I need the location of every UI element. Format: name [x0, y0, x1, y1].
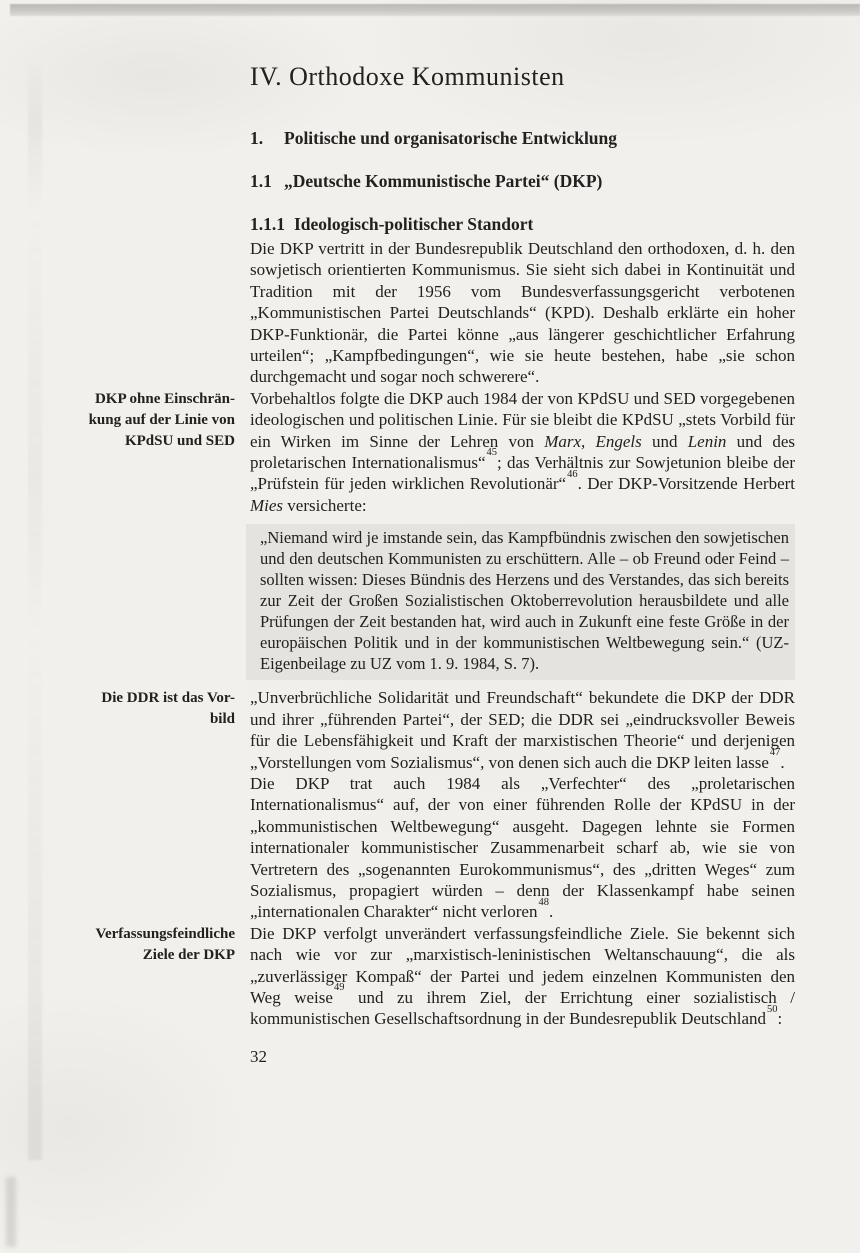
body-paragraph: „Unverbrüchliche Solidarität und Freundschaft“ bekundete die DKP der DDR und ihrer „führenden Partei“, der SED; die DDR sei „eindrucksvoller Beweis für die Lebensfähigkeit und Kraft der marxistischen Theorie“ und derjenigen „Vorstellungen vom Sozialismus“, von denen sich auch die DKP leiten lasse$^{47}$. [250, 688, 795, 772]
margin-note-ddr-vorbild: Die DDR ist das Vor- bild [101, 690, 235, 728]
scan-artifact-corner [6, 1177, 16, 1247]
section-label: Politische und organisatorische Entwicklung [284, 128, 618, 148]
section-heading-row-1-1 [38, 171, 795, 214]
body-paragraph: Die DKP trat auch 1984 als „Verfechter“ des „proletarischen Internationalismus“ auf, der von einer führenden Rolle der KPdSU in der „kommunistischen Weltbewegung“ ausgeht. Dagegen lehnte sie Formen internationaler kommunistischer Zusammenarbeit scharf ab, wie sie von Vertretern des „sogenannten Eurokommunismus“, des „dritten Weges“ zum Sozialismus, propagiert würden – denn der Klassenkampf habe seinen „internationalen Charakter“ nicht verloren$^{48}$. [250, 773, 795, 922]
body-paragraph: Die DKP vertritt in der Bundesrepublik Deutschland den orthodoxen, d. h. den sowjetisch orientierten Kommunismus. Sie sieht sich dabei in Kontinuität und Tradition mit der 1956 vom Bundesverfassungsgericht verbotenen „Kommunistischen Partei Deutschlands“ (KPD). Deshalb erklärte ein hoher DKP-Funktionär, die Partei könne „aus längerer geschichtlicher Erfahrung urteilen“; „Kampfbedingungen“, wie sie heute bestehen, habe „sie schon durchgemacht und sogar noch schwerere“. [250, 239, 795, 387]
section-label: „Deutsche Kommunistische Partei“ (DKP) [284, 171, 603, 191]
paragraph-row-5 [38, 923, 795, 1030]
paragraph-row-1 [38, 238, 795, 388]
body-paragraph: Die DKP verfolgt unverändert verfassungsfeindliche Ziele. Sie bekennt sich nach wie vor zur „marxistisch-leninistischen Weltanschauung“, die als „zuverlässiger Kompaß“ der Partei und jedem einzelnen Kommunisten den Weg weise$^{49}$ und zu ihrem Ziel, der Errichtung einer sozialistisch / kommunistischen Gesellschaftsordnung in der Bundesrepublik Deutschland$^{50}$: [250, 923, 796, 1029]
paragraph-row-2 [38, 388, 795, 516]
scan-artifact-top-band [10, 4, 860, 16]
chapter-title-row [38, 62, 795, 128]
section-number: 1.1.1 [250, 214, 285, 234]
section-number: 1. [250, 128, 264, 148]
section-heading-1 [250, 128, 795, 149]
page-content [38, 62, 795, 1067]
quote-row [38, 516, 795, 687]
section-heading-row-1-1-1 [38, 214, 795, 238]
highlighted-quote-block: „Niemand wird je imstande sein, das Kampfbündnis zwischen den sowjetischen und den deutschen Kommunisten zu erschüttern. Alle – ob Freund oder Feind – sollten wissen: Dieses Bündnis des Herzens und des Verstandes, das sich bereits zur Zeit der Großen Sozialistischen Oktoberrevolution herausbildete und alle Prüfungen der Zeit bestanden hat, wird auch in Zukunft eine feste Größe in der europäischen Politik und in der kommunistischen Weltbewegung sein.“ (UZ-Eigenbeilage zu UZ vom 1. 9. 1984, S. 7). [246, 524, 795, 680]
body-paragraph: Vorbehaltlos folgte die DKP auch 1984 der von KPdSU und SED vorgegebenen ideologischen und politischen Linie. Für sie bleibt die KPdSU „stets Vorbild für ein Wirken im Sinne der Lehren von Marx, Engels und Lenin und des proletarischen Internationalismus“$^{45}$; das Verhältnis zur Sowjetunion bleibe der „Prüfstein für jeden wirklichen Revolutionär“$^{46}$. Der DKP-Vorsitzende Herbert Mies versicherte: [250, 388, 795, 515]
section-number: 1.1 [250, 171, 272, 191]
page-number-row [38, 1030, 795, 1067]
margin-note-verfassungsfeindlich: Verfassungsfeindliche Ziele der DKP [95, 925, 235, 963]
paragraph-row-4 [38, 773, 795, 923]
section-heading-1-1-1 [250, 214, 795, 235]
paragraph-row-3 [38, 687, 795, 773]
section-heading-row-1 [38, 128, 795, 171]
section-label: Ideologisch-politischer Standort [294, 214, 534, 234]
page-number: 32 [250, 1046, 267, 1066]
chapter-title: IV. Orthodoxe Kommunisten [250, 62, 565, 91]
section-heading-1-1 [250, 171, 795, 192]
margin-note-kpdsu-sed: DKP ohne Einschrän- kung auf der Linie von KPdSU und SED [88, 390, 235, 449]
